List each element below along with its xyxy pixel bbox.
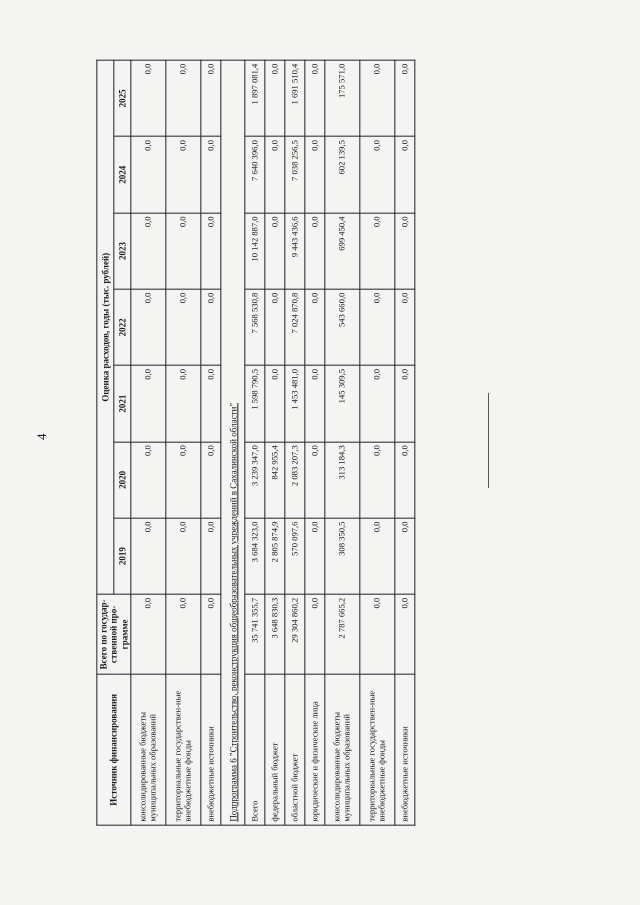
year-value: 0,0 <box>131 213 166 289</box>
row-label: территориальные государствен-ные внебюджетные фонды <box>360 675 395 826</box>
table-row <box>305 60 325 825</box>
header-year: 2023 <box>114 213 131 289</box>
header-year: 2024 <box>114 137 131 213</box>
year-value: 0,0 <box>166 213 201 289</box>
year-value: 0,0 <box>201 289 221 365</box>
table-row <box>265 60 285 825</box>
year-value: 0,0 <box>201 518 221 594</box>
year-value: 145 309,5 <box>325 365 360 441</box>
row-total: 0,0 <box>166 594 201 674</box>
row-total: 0,0 <box>131 594 166 674</box>
year-value: 0,0 <box>395 213 415 289</box>
year-value: 0,0 <box>166 518 201 594</box>
year-value: 0,0 <box>360 442 395 518</box>
year-value: 0,0 <box>201 60 221 136</box>
table-row <box>325 60 360 825</box>
row-label: федеральный бюджет <box>265 675 285 826</box>
year-value: 0,0 <box>201 213 221 289</box>
year-value: 7 568 530,8 <box>245 289 265 365</box>
row-total: 3 648 830,3 <box>265 594 285 674</box>
year-value: 0,0 <box>131 442 166 518</box>
year-value: 1 897 081,4 <box>245 60 265 136</box>
year-value: 0,0 <box>360 137 395 213</box>
row-label: Всего <box>245 675 265 826</box>
table-row <box>166 60 201 825</box>
year-value: 0,0 <box>360 213 395 289</box>
year-value: 842 955,4 <box>265 442 285 518</box>
year-value: 0,0 <box>265 213 285 289</box>
row-label: юридические и физические лица <box>305 675 325 826</box>
year-value: 0,0 <box>131 518 166 594</box>
section-row <box>221 60 245 825</box>
header-year: 2020 <box>114 442 131 518</box>
year-value: 0,0 <box>395 442 415 518</box>
year-value: 0,0 <box>201 365 221 441</box>
page-number: 4 <box>34 433 49 440</box>
year-value: 0,0 <box>395 518 415 594</box>
year-value: 313 184,3 <box>325 442 360 518</box>
header-source: Источник финансирования <box>97 675 131 826</box>
table-row <box>201 60 221 825</box>
year-value: 3 239 347,0 <box>245 442 265 518</box>
header-group: Оценка расходов, годы (тыс. рублей) <box>97 60 114 594</box>
year-value: 0,0 <box>360 60 395 136</box>
financing-table <box>96 60 415 826</box>
year-value: 0,0 <box>360 518 395 594</box>
year-value: 2 083 207,3 <box>285 442 305 518</box>
table-wrapper <box>100 56 412 822</box>
year-value: 0,0 <box>395 289 415 365</box>
section-title: Подпрограмма 6 "Строительство, реконструкция общеобразовательных учреждений в Сахалинской области" <box>221 60 245 825</box>
year-value: 0,0 <box>131 289 166 365</box>
year-value: 10 142 887,0 <box>245 213 265 289</box>
divider-line <box>488 393 489 488</box>
year-value: 0,0 <box>166 137 201 213</box>
year-value: 175 571,0 <box>325 60 360 136</box>
header-total: Всего по государ-ственной про-грамме <box>97 594 131 674</box>
row-label: внебюджетные источники <box>201 675 221 826</box>
row-total: 0,0 <box>360 594 395 674</box>
header-year: 2019 <box>114 518 131 594</box>
year-value: 699 450,4 <box>325 213 360 289</box>
year-value: 1 453 481,0 <box>285 365 305 441</box>
year-value: 0,0 <box>131 137 166 213</box>
year-value: 7 640 396,0 <box>245 137 265 213</box>
row-total: 35 741 355,7 <box>245 594 265 674</box>
table-row <box>131 60 166 825</box>
year-value: 2 805 874,9 <box>265 518 285 594</box>
year-value: 0,0 <box>305 137 325 213</box>
row-label: территориальные государствен-ные внебюджетные фонды <box>166 675 201 826</box>
row-label: внебюджетные источники <box>395 675 415 826</box>
year-value: 0,0 <box>265 289 285 365</box>
table-body <box>131 60 415 825</box>
year-value: 0,0 <box>201 442 221 518</box>
year-value: 543 660,0 <box>325 289 360 365</box>
year-value: 0,0 <box>265 137 285 213</box>
year-value: 0,0 <box>360 289 395 365</box>
year-value: 0,0 <box>166 60 201 136</box>
year-value: 0,0 <box>201 137 221 213</box>
year-value: 0,0 <box>395 137 415 213</box>
year-value: 0,0 <box>305 518 325 594</box>
year-value: 9 443 436,6 <box>285 213 305 289</box>
year-value: 0,0 <box>305 289 325 365</box>
row-total: 0,0 <box>305 594 325 674</box>
year-value: 0,0 <box>305 365 325 441</box>
year-value: 3 684 323,0 <box>245 518 265 594</box>
year-value: 0,0 <box>265 60 285 136</box>
year-value: 0,0 <box>166 442 201 518</box>
table-row <box>360 60 395 825</box>
row-label: областной бюджет <box>285 675 305 826</box>
year-value: 0,0 <box>131 60 166 136</box>
row-total: 0,0 <box>201 594 221 674</box>
year-value: 0,0 <box>131 365 166 441</box>
year-value: 0,0 <box>166 365 201 441</box>
year-value: 0,0 <box>305 60 325 136</box>
table-row <box>395 60 415 825</box>
row-total: 29 304 860,2 <box>285 594 305 674</box>
header-year: 2022 <box>114 289 131 365</box>
year-value: 0,0 <box>395 365 415 441</box>
year-value: 7 024 870,8 <box>285 289 305 365</box>
row-total: 2 787 665,2 <box>325 594 360 674</box>
year-value: 308 350,5 <box>325 518 360 594</box>
table-row <box>245 60 265 825</box>
year-value: 1 598 790,5 <box>245 365 265 441</box>
header-year: 2025 <box>114 60 131 136</box>
year-value: 0,0 <box>360 365 395 441</box>
year-value: 0,0 <box>166 289 201 365</box>
year-value: 0,0 <box>305 442 325 518</box>
year-value: 0,0 <box>265 365 285 441</box>
year-value: 1 691 510,4 <box>285 60 305 136</box>
table-row <box>285 60 305 825</box>
year-value: 602 139,5 <box>325 137 360 213</box>
year-value: 0,0 <box>395 60 415 136</box>
row-label: консолидированные бюджеты муниципальных образований <box>131 675 166 826</box>
row-total: 0,0 <box>395 594 415 674</box>
year-value: 7 038 256,5 <box>285 137 305 213</box>
header-year: 2021 <box>114 365 131 441</box>
row-label: консолидированные бюджеты муниципальных образований <box>325 675 360 826</box>
year-value: 570 097,6 <box>285 518 305 594</box>
year-value: 0,0 <box>305 213 325 289</box>
